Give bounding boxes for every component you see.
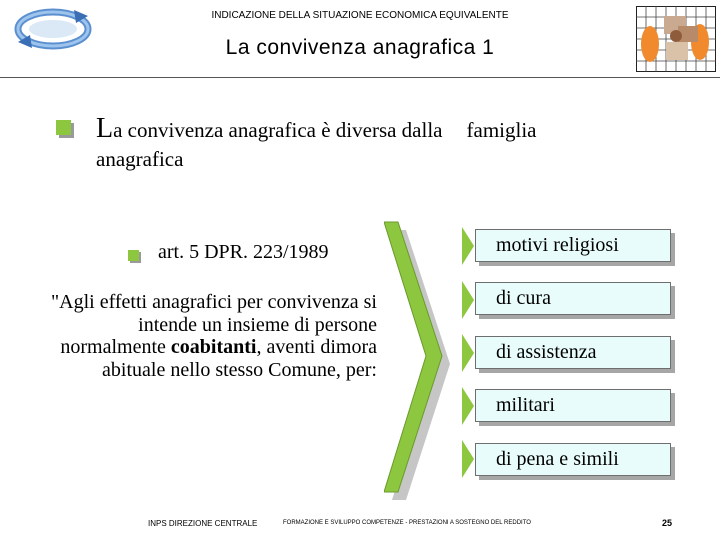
main-line2: anagrafica xyxy=(96,147,184,171)
item-box-di-cura: di cura xyxy=(475,282,671,315)
item-box-di-pena: di pena e simili xyxy=(475,443,671,476)
art-reference: art. 5 DPR. 223/1989 xyxy=(158,241,329,263)
footer-left: INPS DIREZIONE CENTRALE xyxy=(148,519,258,528)
item-box-motivi-religiosi: motivi religiosi xyxy=(475,229,671,262)
art-bullet-icon xyxy=(128,250,139,261)
header-label: INDICAZIONE DELLA SITUAZIONE ECONOMICA EQUIVALENTE xyxy=(211,10,509,21)
item-box-di-assistenza: di assistenza xyxy=(475,336,671,369)
main-statement xyxy=(96,111,696,172)
small-arrow-icon xyxy=(462,387,476,425)
small-arrow-icon xyxy=(462,440,476,478)
quote-bold: coabitanti xyxy=(170,336,257,358)
large-chevron-arrow xyxy=(384,218,470,518)
page-number: 25 xyxy=(662,518,673,528)
footer-middle: FORMAZIONE E SVILUPPO COMPETENZE - PRESTAZIONI A SOSTEGNO DEL REDDITO xyxy=(283,520,531,526)
item-box-militari: militari xyxy=(475,389,671,422)
main-first-letter: L xyxy=(96,113,114,144)
main-bullet-icon xyxy=(56,120,71,135)
header-divider xyxy=(0,77,720,78)
main-line1: a convivenza anagrafica è diversa dalla xyxy=(113,118,443,142)
small-arrow-icon xyxy=(462,334,476,372)
quote-part1: "Agli effetti anagrafici per convivenza si intende un insieme di persone normalmente xyxy=(51,291,377,358)
main-word-famiglia: famiglia xyxy=(466,118,537,142)
slide-title: La convivenza anagrafica 1 xyxy=(225,36,495,59)
small-arrow-icon xyxy=(462,281,476,319)
small-arrow-icon xyxy=(462,227,476,265)
quote-part2: , aventi dimora abituale nello stesso Comune, per: xyxy=(102,336,377,381)
definition-quote xyxy=(40,291,377,381)
